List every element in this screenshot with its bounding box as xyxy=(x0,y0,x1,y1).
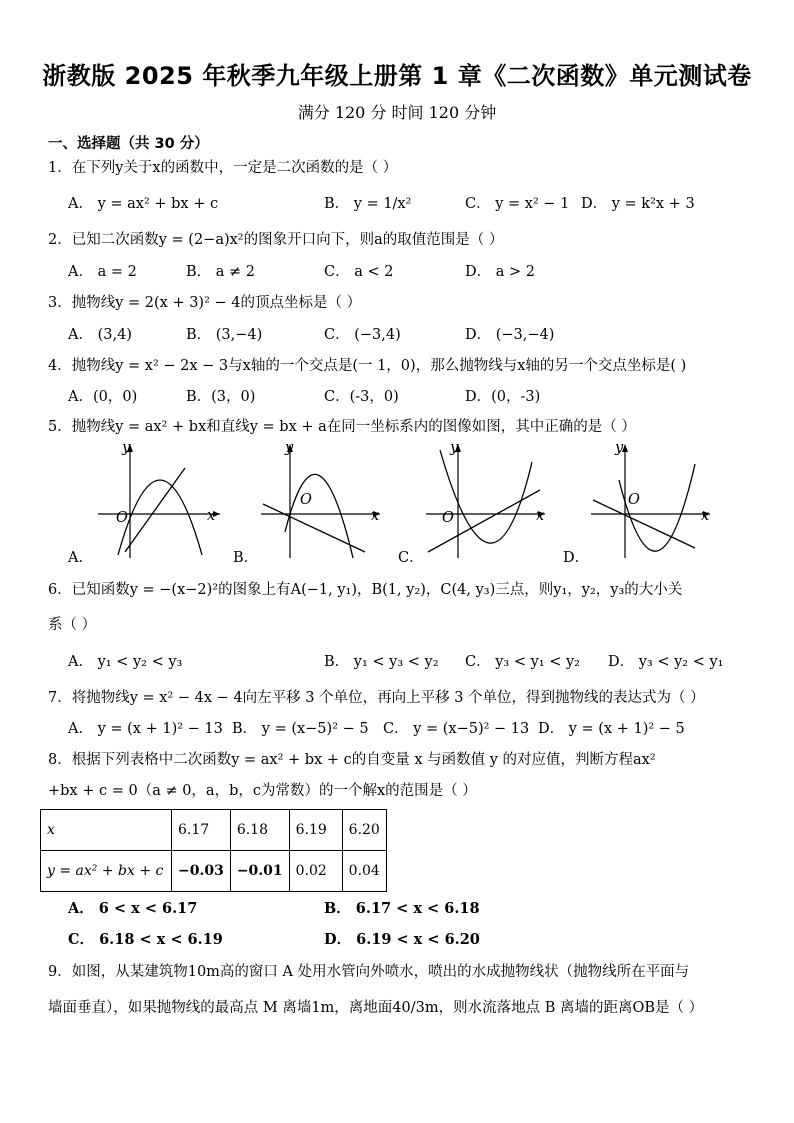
question-5: 5．抛物线y = ax² + bx和直线y = bx + a在同一坐标系内的图像如图，其中正确的是（ ） xyxy=(48,419,636,435)
q4-option-b[interactable]: B．(3，0) xyxy=(186,389,256,405)
q5-option-a[interactable]: A． xyxy=(68,550,93,566)
section-heading: 一、选择题（共 30 分） xyxy=(48,136,209,152)
q6-option-c[interactable]: C． y₃ < y₁ < y₂ xyxy=(465,654,580,670)
q6-option-d[interactable]: D． y₃ < y₂ < y₁ xyxy=(608,654,724,670)
question-8-line-1: 8．根据下列表格中二次函数y = ax² + bx + c的自变量 x 与函数值 y 的对应值，判断方程ax² xyxy=(48,752,656,768)
graph-c-y-label: y xyxy=(450,440,459,456)
table-cell: −0.01 xyxy=(230,851,289,892)
table-cell: y = ax² + bx + c xyxy=(41,851,172,892)
table-cell: 0.04 xyxy=(342,851,386,892)
question-2: 2．已知二次函数y = (2−a)x²的图象开口向下，则a的取值范围是（ ） xyxy=(48,232,504,248)
question-3: 3．抛物线y = 2(x + 3)² − 4的顶点坐标是（ ） xyxy=(48,295,362,311)
q1-option-c[interactable]: C． y = x² − 1 xyxy=(465,196,570,212)
q3-option-a[interactable]: A． (3,4) xyxy=(68,327,132,343)
graph-c xyxy=(420,440,555,565)
table-row xyxy=(41,851,387,892)
graph-b xyxy=(255,440,390,565)
q7-option-d[interactable]: D． y = (x + 1)² − 5 xyxy=(538,721,685,737)
graph-c-x-label: x xyxy=(536,508,545,524)
graph-c-origin: O xyxy=(442,510,454,526)
graph-d-x-label: x xyxy=(701,508,710,524)
q2-option-c[interactable]: C． a < 2 xyxy=(324,264,394,280)
q1-option-d[interactable]: D． y = k²x + 3 xyxy=(581,196,695,212)
q7-option-a[interactable]: A． y = (x + 1)² − 13 xyxy=(68,721,223,737)
q5-option-d[interactable]: D． xyxy=(563,550,590,566)
graph-a-x-label: x xyxy=(207,508,216,524)
q6-option-b[interactable]: B． y₁ < y₃ < y₂ xyxy=(324,654,439,670)
q5-option-c[interactable]: C． xyxy=(398,550,424,566)
graph-b-y-label: y xyxy=(285,440,294,456)
q4-option-c[interactable]: C．(-3，0) xyxy=(324,389,399,405)
q8-option-a[interactable]: A． 6 < x < 6.17 xyxy=(68,900,198,917)
graph-d-origin: O xyxy=(628,492,640,508)
q1-option-b[interactable]: B． y = 1/x² xyxy=(324,196,412,212)
graph-a-origin: O xyxy=(116,510,128,526)
q3-option-b[interactable]: B． (3,−4) xyxy=(186,327,263,343)
table-cell: x xyxy=(41,810,172,851)
q8-option-b[interactable]: B． 6.17 < x < 6.18 xyxy=(324,900,480,917)
question-9-line-1: 9．如图，从某建筑物10m高的窗口 A 处用水管向外喷水，喷出的水成抛物线状（抛物线所在平面与 xyxy=(48,964,690,980)
q2-option-a[interactable]: A． a = 2 xyxy=(68,264,137,280)
exam-info: 满分 120 分 时间 120 分钟 xyxy=(297,103,497,122)
graph-d xyxy=(585,440,720,565)
table-cell: −0.03 xyxy=(172,851,231,892)
q3-option-c[interactable]: C． (−3,4) xyxy=(324,327,401,343)
table-cell: 0.02 xyxy=(289,851,342,892)
table-row xyxy=(41,810,387,851)
q4-option-a[interactable]: A．(0，0) xyxy=(68,389,138,405)
graph-b-x-label: x xyxy=(371,508,380,524)
question-6-line-2: 系（ ） xyxy=(48,617,97,633)
graph-d-y-label: y xyxy=(615,440,624,456)
question-8-line-2: +bx + c = 0（a ≠ 0，a，b，c为常数）的一个解x的范围是（ ） xyxy=(48,783,477,799)
q5-option-b[interactable]: B． xyxy=(233,550,259,566)
table-cell: 6.17 xyxy=(172,810,231,851)
q3-option-d[interactable]: D． (−3,−4) xyxy=(465,327,555,343)
graph-a xyxy=(90,440,230,565)
value-table xyxy=(40,809,387,892)
q7-option-b[interactable]: B． y = (x−5)² − 5 xyxy=(232,721,369,737)
q4-option-d[interactable]: D．(0，-3) xyxy=(465,389,541,405)
q2-option-b[interactable]: B． a ≠ 2 xyxy=(186,264,256,280)
question-7: 7．将抛物线y = x² − 4x − 4向左平移 3 个单位，再向上平移 3 个单位，得到抛物线的表达式为（ ） xyxy=(48,690,705,706)
q8-option-c[interactable]: C． 6.18 < x < 6.19 xyxy=(68,931,223,948)
graph-a-y-label: y xyxy=(122,440,131,456)
q7-option-c[interactable]: C． y = (x−5)² − 13 xyxy=(383,721,530,737)
question-4: 4．抛物线y = x² − 2x − 3与x轴的一个交点是(一 1，0)，那么抛物线与x轴的另一个交点坐标是( ) xyxy=(48,358,687,374)
q2-option-d[interactable]: D． a > 2 xyxy=(465,264,535,280)
question-6-line-1: 6．已知函数y = −(x−2)²的图象上有A(−1, y₁)，B(1, y₂)，C(4, y₃)三点，则y₁，y₂，y₃的大小关 xyxy=(48,582,683,598)
question-9-line-2: 墙面垂直），如果抛物线的最高点 M 离墙1m，离地面40/3m，则水流落地点 B 离墙的距离OB是（ ） xyxy=(48,1000,704,1016)
table-cell: 6.20 xyxy=(342,810,386,851)
graph-b-origin: O xyxy=(300,492,312,508)
table-cell: 6.18 xyxy=(230,810,289,851)
q1-option-a[interactable]: A． y = ax² + bx + c xyxy=(68,196,219,212)
q6-option-a[interactable]: A． y₁ < y₂ < y₃ xyxy=(68,654,183,670)
q8-option-d[interactable]: D． 6.19 < x < 6.20 xyxy=(324,931,480,948)
table-cell: 6.19 xyxy=(289,810,342,851)
page-title: 浙教版 2025 年秋季九年级上册第 1 章《二次函数》单元测试卷 xyxy=(42,62,752,90)
question-1: 1．在下列y关于x的函数中，一定是二次函数的是（ ） xyxy=(48,160,398,176)
